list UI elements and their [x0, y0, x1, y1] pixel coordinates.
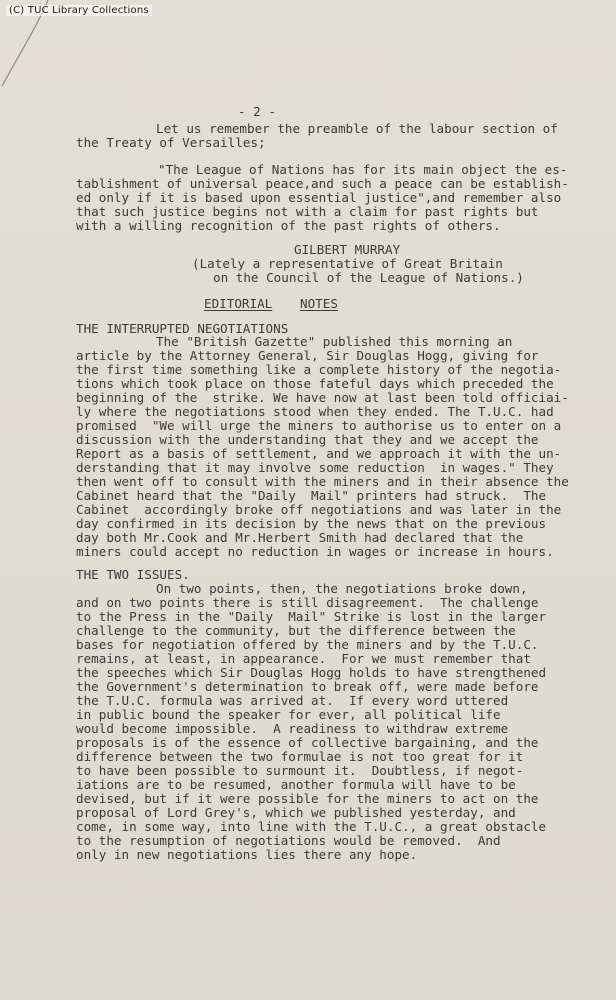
quote-line: with a willing recognition of the past rights of others. [76, 218, 501, 233]
section1-line: day both Mr.Cook and Mr.Herbert Smith had declared that the [76, 530, 524, 545]
section2-line: difference between the two formulae is not too great for it [76, 749, 524, 764]
section2-line: On two points, then, the negotiations broke down, [156, 581, 528, 596]
attribution-name: GILBERT MURRAY [294, 242, 401, 257]
section2-line: would become impossible. A readiness to withdraw extreme [76, 721, 509, 736]
section-heading: THE INTERRUPTED NEGOTIATIONS [76, 321, 289, 336]
section2-line: come, in some way, into line with the T.U.C., a great obstacle [76, 819, 547, 834]
preamble-line: Let us remember the preamble of the labour section of [156, 121, 558, 136]
section2-line: and on two points there is still disagreement. The challenge [76, 595, 539, 610]
section2-line: bases for negotiation offered by the miners and by the T.U.C. [76, 637, 539, 652]
section2-line: devised, but if it were possible for the miners to act on the [76, 791, 539, 806]
attribution-line: on the Council of the League of Nations.) [213, 270, 524, 285]
attribution-line: (Lately a representative of Great Britain [192, 256, 503, 271]
quote-line: "The League of Nations has for its main object the es- [158, 162, 568, 177]
editorial-heading: EDITORIAL [204, 296, 273, 311]
section2-line: remains, at least, in appearance. For we must remember that [76, 651, 531, 666]
section1-line: The "British Gazette" published this morning an [156, 334, 513, 349]
quote-line: ed only if it is based upon essential justice",and remember also [76, 190, 562, 205]
section1-line: article by the Attorney General, Sir Douglas Hogg, giving for [76, 348, 539, 363]
section2-line: to the resumption of negotiations would be removed. And [76, 833, 501, 848]
section2-line: proposals is of the essence of collective bargaining, and the [76, 735, 539, 750]
section1-line: promised "We will urge the miners to authorise us to enter on a [76, 418, 562, 433]
section2-line: the Government's determination to break off, were made before [76, 679, 539, 694]
section1-line: ly where the negotiations stood when they ended. The T.U.C. had [76, 404, 554, 419]
section-heading: THE TWO ISSUES. [76, 567, 190, 582]
section2-line: challenge to the community, but the difference between the [76, 623, 516, 638]
section2-line: to have been possible to surmount it. Doubtless, if negot- [76, 763, 524, 778]
section1-line: day confirmed in its decision by the news that on the previous [76, 516, 547, 531]
quote-line: tablishment of universal peace,and such a peace can be establish- [76, 176, 569, 191]
section1-line: miners could accept no reduction in wages or increase in hours. [76, 544, 554, 559]
section1-line: discussion with the understanding that they and we accept the [76, 432, 539, 447]
section2-line: proposal of Lord Grey's, which we published yesterday, and [76, 805, 516, 820]
quote-line: that such justice begins not with a claim for past rights but [76, 204, 539, 219]
section2-line: the T.U.C. formula was arrived at. If every word uttered [76, 693, 509, 708]
notes-heading: NOTES [300, 296, 338, 311]
section2-line: only in new negotiations lies there any hope. [76, 847, 418, 862]
section1-line: beginning of the strike. We have now at last been told officiai- [76, 390, 569, 405]
section1-line: tions which took place on those fateful days which preceded the [76, 376, 554, 391]
section1-line: Report as a basis of settlement, and we approach it with the un- [76, 446, 562, 461]
section1-line: derstanding that it may involve some reduction in wages." They [76, 460, 554, 475]
preamble-line: the Treaty of Versailles; [76, 135, 266, 150]
copyright-watermark: (C) TUC Library Collections [6, 5, 152, 16]
section1-line: Cabinet heard that the "Daily Mail" printers had struck. The [76, 488, 547, 503]
section1-line: the first time something like a complete history of the negotia- [76, 362, 562, 377]
section2-line: the speeches which Sir Douglas Hogg holds to have strengthened [76, 665, 547, 680]
section1-line: then went off to consult with the miners and in their absence the [76, 474, 569, 489]
section1-line: Cabinet accordingly broke off negotiations and was later in the [76, 502, 562, 517]
section2-line: iations are to be resumed, another formula will have to be [76, 777, 516, 792]
section2-line: in public bound the speaker for ever, all political life [76, 707, 501, 722]
section2-line: to the Press in the "Daily Mail" Strike is lost in the larger [76, 609, 547, 624]
page-number: - 2 - [238, 104, 276, 119]
